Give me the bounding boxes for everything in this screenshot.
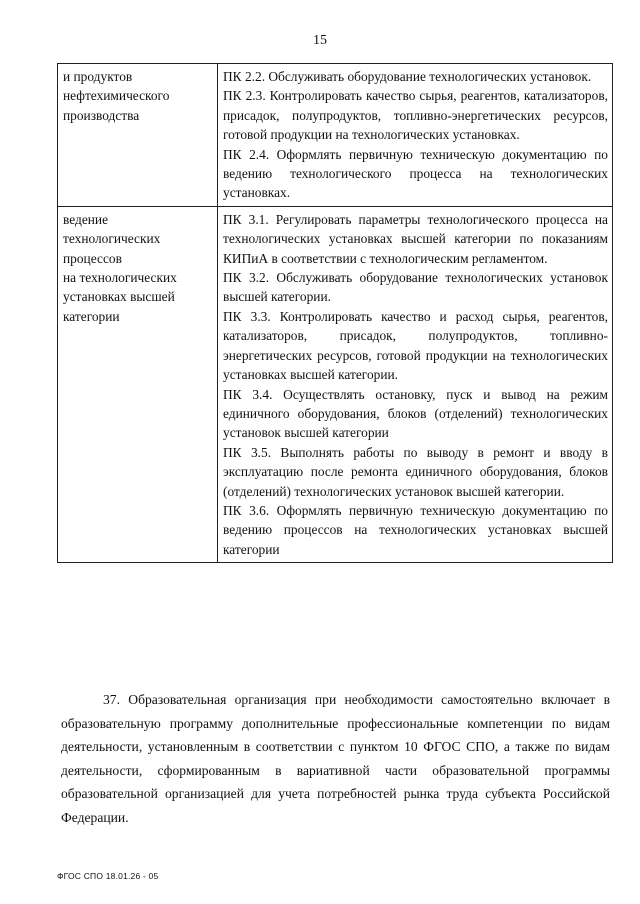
competencies-table [57, 63, 613, 563]
table-row [58, 64, 613, 207]
activity-line: установках высшей [63, 289, 175, 305]
activity-cell [58, 206, 218, 562]
activity-cell [58, 64, 218, 207]
competency-item: ПК 3.5. Выполнять работы по выводу в ремонт и вводу в эксплуатацию после ремонта единичного оборудования, блоков (отделений) технологических установок высшей категории. [223, 444, 608, 499]
competency-item: ПК 2.4. Оформлять первичную техническую документацию по ведению технологического процесса на технологических установках. [223, 146, 608, 201]
paragraph-37: 37. Образовательная организация при необходимости самостоятельно включает в образовательную программу дополнительные профессиональные компетенции по видам деятельности, установленным в соответствии с пунктом 10 ФГОС СПО, а также по видам деятельности, сформированным в вариативной части образовательной программы образовательной организацией для учета потребностей рынка труда субъекта Российской Федерации. [61, 692, 610, 825]
activity-line: на технологических [63, 270, 177, 286]
activity-line: категории [63, 308, 120, 324]
page-number: 15 [313, 33, 327, 48]
competency-item: ПК 2.3. Контролировать качество сырья, реагентов, катализаторов, присадок, полупродуктов, топливно-энергетических ресурсов, готовой продукции на технологических установках. [223, 88, 608, 143]
competencies-cell [218, 64, 613, 207]
competency-item: ПК 3.4. Осуществлять остановку, пуск и вывод на режим единичного оборудования, блоков (отделений) технологических установок высшей категории [223, 386, 608, 441]
activity-line: нефтехимического [63, 88, 170, 104]
competency-item: ПК 3.3. Контролировать качество и расход сырья, реагентов, катализаторов, присадок, полупродуктов, топливно-энергетических ресурсов, готовой продукции на технологических установках высшей категории. [223, 308, 608, 383]
competencies-cell [218, 206, 613, 562]
activity-line: ведение [63, 211, 109, 227]
competency-item: ПК 3.6. Оформлять первичную техническую документацию по ведению процессов на технологических установках высшей категории [223, 502, 608, 557]
competency-item: ПК 3.1. Регулировать параметры технологического процесса на технологических установках высшей категории по показаниям КИПиА в соответствии с технологическим регламентом. [223, 211, 608, 266]
footer-code: ФГОС СПО 18.01.26 - 05 [57, 871, 159, 881]
activity-line: и продуктов [63, 69, 133, 84]
competency-item: ПК 2.2. Обслуживать оборудование технологических установок. [223, 69, 592, 84]
activity-line: процессов [63, 250, 122, 266]
table-row [58, 206, 613, 562]
competency-item: ПК 3.2. Обслуживать оборудование технологических установок высшей категории. [223, 270, 608, 305]
activity-line: технологических [63, 231, 161, 247]
competencies-table-body [58, 64, 613, 563]
activity-line: производства [63, 107, 140, 123]
